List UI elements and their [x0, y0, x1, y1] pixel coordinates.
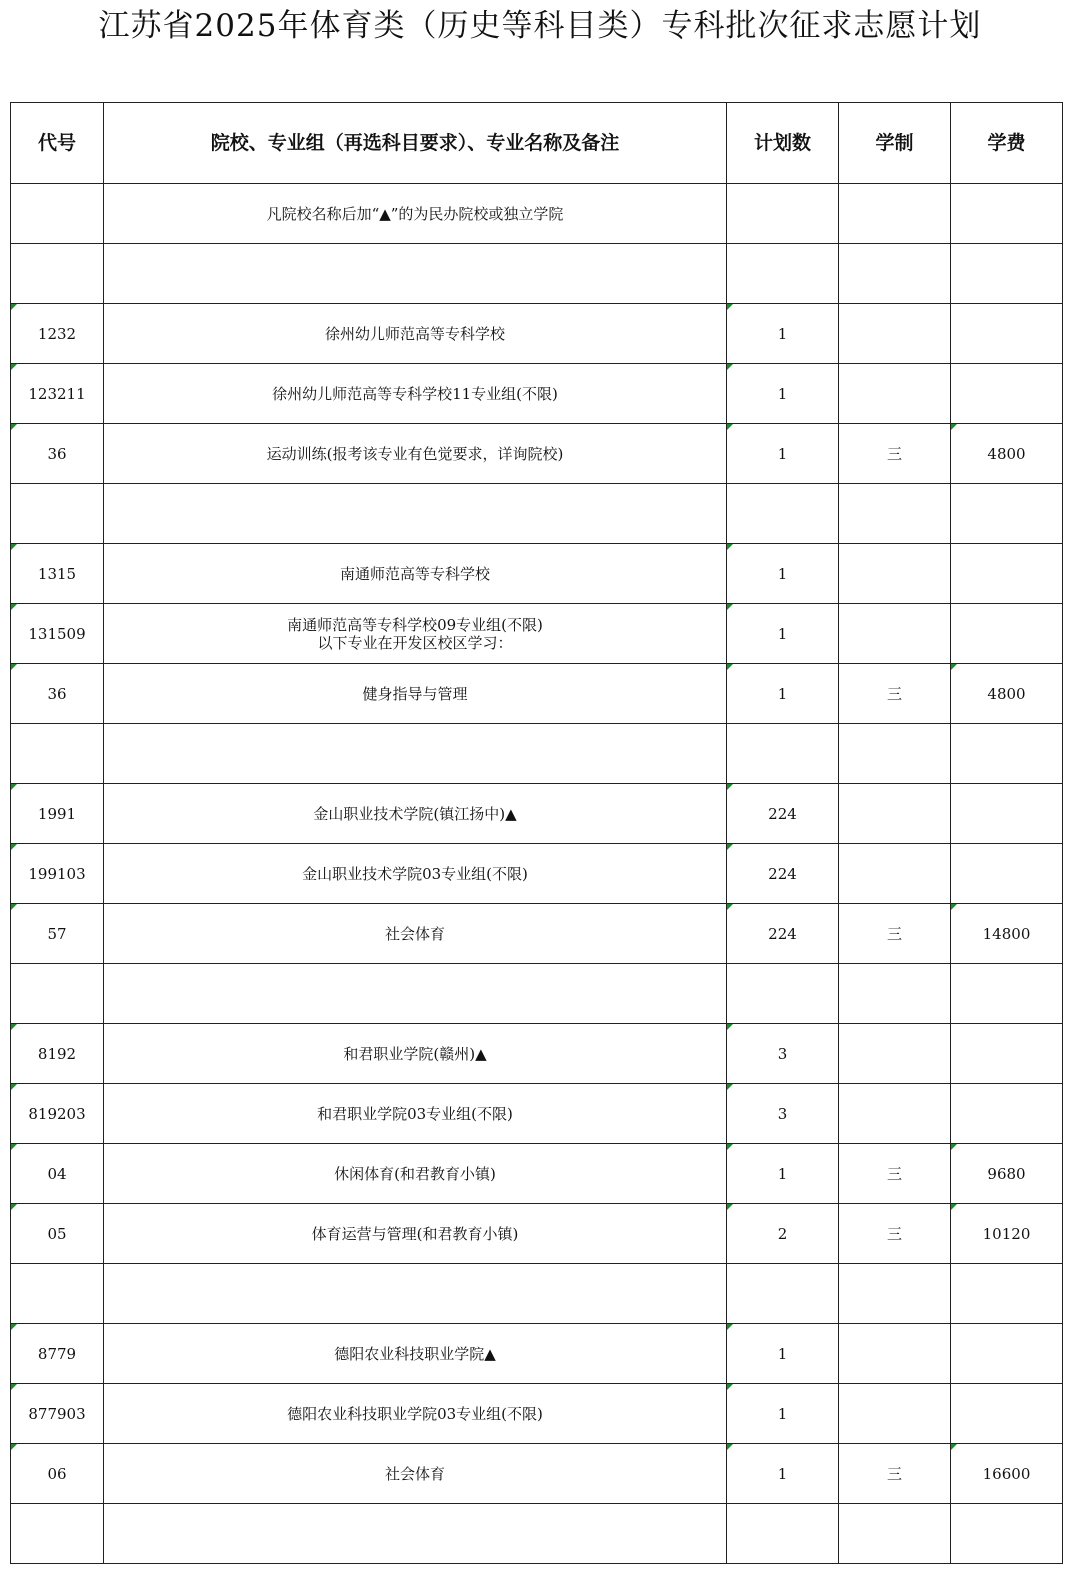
code-cell: 05 — [11, 1204, 104, 1264]
duration-cell — [839, 604, 951, 664]
header-code: 代号 — [11, 103, 104, 184]
duration-cell — [839, 1504, 951, 1564]
plan-cell: 1 — [727, 424, 839, 484]
duration-cell — [839, 844, 951, 904]
code-cell: 123211 — [11, 364, 104, 424]
plan-cell: 1 — [727, 544, 839, 604]
fee-cell — [951, 1324, 1063, 1384]
fee-cell: 16600 — [951, 1444, 1063, 1504]
plan-cell: 3 — [727, 1024, 839, 1084]
duration-cell — [839, 364, 951, 424]
plan-cell: 1 — [727, 664, 839, 724]
duration-cell: 三 — [839, 1444, 951, 1504]
table-row — [11, 1384, 1063, 1444]
table-row — [11, 664, 1063, 724]
private-school-note: 凡院校名称后加“▲”的为民办院校或独立学院 — [104, 184, 727, 244]
duration-cell — [839, 1024, 951, 1084]
plan-cell: 1 — [727, 1324, 839, 1384]
code-cell: 131509 — [11, 604, 104, 664]
name-cell: 徐州幼儿师范高等专科学校11专业组(不限) — [104, 364, 727, 424]
name-cell — [104, 604, 727, 664]
table-row — [11, 1084, 1063, 1144]
name-cell — [104, 724, 727, 784]
plan-cell: 3 — [727, 1084, 839, 1144]
plan-cell: 224 — [727, 904, 839, 964]
name-cell: 和君职业学院(赣州)▲ — [104, 1024, 727, 1084]
table-row — [11, 1444, 1063, 1504]
name-cell: 社会体育 — [104, 904, 727, 964]
code-cell: 36 — [11, 424, 104, 484]
note-fee-cell — [951, 184, 1063, 244]
name-cell: 徐州幼儿师范高等专科学校 — [104, 304, 727, 364]
table-row — [11, 424, 1063, 484]
fee-cell: 10120 — [951, 1204, 1063, 1264]
name-cell: 运动训练(报考该专业有色觉要求，详询院校) — [104, 424, 727, 484]
header-name: 院校、专业组（再选科目要求）、专业名称及备注 — [104, 103, 727, 184]
plan-table — [10, 102, 1063, 1564]
table-row — [11, 784, 1063, 844]
fee-cell — [951, 784, 1063, 844]
table-row — [11, 904, 1063, 964]
table-row — [11, 544, 1063, 604]
code-cell: 8779 — [11, 1324, 104, 1384]
name-cell: 健身指导与管理 — [104, 664, 727, 724]
table-row — [11, 604, 1063, 664]
table-row — [11, 964, 1063, 1024]
duration-cell: 三 — [839, 904, 951, 964]
table-row — [11, 844, 1063, 904]
fee-cell — [951, 304, 1063, 364]
name-cell: 金山职业技术学院(镇江扬中)▲ — [104, 784, 727, 844]
plan-cell: 1 — [727, 1384, 839, 1444]
name-cell — [104, 1504, 727, 1564]
table-row — [11, 1504, 1063, 1564]
plan-cell: 2 — [727, 1204, 839, 1264]
code-cell: 04 — [11, 1144, 104, 1204]
table-row — [11, 1324, 1063, 1384]
name-line: 以下专业在开发区校区学习： — [317, 633, 513, 652]
note-code-cell — [11, 184, 104, 244]
name-cell: 德阳农业科技职业学院03专业组(不限) — [104, 1384, 727, 1444]
plan-cell — [727, 244, 839, 304]
duration-cell: 三 — [839, 424, 951, 484]
duration-cell — [839, 1384, 951, 1444]
code-cell: 1991 — [11, 784, 104, 844]
name-cell — [104, 964, 727, 1024]
name-cell: 金山职业技术学院03专业组(不限) — [104, 844, 727, 904]
note-plan-cell — [727, 184, 839, 244]
fee-cell: 14800 — [951, 904, 1063, 964]
table-row — [11, 1264, 1063, 1324]
header-fee: 学费 — [951, 103, 1063, 184]
page-title: 江苏省2025年体育类（历史等科目类）专科批次征求志愿计划 — [98, 8, 982, 44]
duration-cell: 三 — [839, 1144, 951, 1204]
code-cell: 57 — [11, 904, 104, 964]
name-cell — [104, 1264, 727, 1324]
fee-cell — [951, 1084, 1063, 1144]
code-cell: 06 — [11, 1444, 104, 1504]
code-cell — [11, 964, 104, 1024]
header-plan: 计划数 — [727, 103, 839, 184]
code-cell: 1232 — [11, 304, 104, 364]
name-cell — [104, 484, 727, 544]
table-row — [11, 304, 1063, 364]
fee-cell — [951, 484, 1063, 544]
fee-cell — [951, 724, 1063, 784]
duration-cell — [839, 1084, 951, 1144]
fee-cell: 4800 — [951, 664, 1063, 724]
table-row — [11, 364, 1063, 424]
plan-cell — [727, 1504, 839, 1564]
fee-cell — [951, 1384, 1063, 1444]
name-line: 南通师范高等专科学校09专业组(不限) — [287, 615, 543, 634]
table-row — [11, 1144, 1063, 1204]
plan-cell: 224 — [727, 784, 839, 844]
plan-cell: 1 — [727, 604, 839, 664]
duration-cell — [839, 784, 951, 844]
fee-cell — [951, 544, 1063, 604]
code-cell: 199103 — [11, 844, 104, 904]
code-cell — [11, 1264, 104, 1324]
plan-cell: 1 — [727, 304, 839, 364]
fee-cell — [951, 604, 1063, 664]
fee-cell — [951, 1264, 1063, 1324]
duration-cell — [839, 484, 951, 544]
code-cell: 819203 — [11, 1084, 104, 1144]
table-header-row — [11, 103, 1063, 184]
plan-cell: 1 — [727, 364, 839, 424]
duration-cell — [839, 724, 951, 784]
name-cell: 体育运营与管理(和君教育小镇) — [104, 1204, 727, 1264]
fee-cell — [951, 964, 1063, 1024]
plan-cell — [727, 1264, 839, 1324]
plan-cell: 1 — [727, 1144, 839, 1204]
duration-cell — [839, 1324, 951, 1384]
duration-cell — [839, 1264, 951, 1324]
table-row — [11, 1024, 1063, 1084]
name-cell: 社会体育 — [104, 1444, 727, 1504]
name-cell: 德阳农业科技职业学院▲ — [104, 1324, 727, 1384]
duration-cell — [839, 244, 951, 304]
name-cell: 南通师范高等专科学校 — [104, 544, 727, 604]
code-cell — [11, 1504, 104, 1564]
duration-cell — [839, 304, 951, 364]
plan-cell — [727, 964, 839, 1024]
fee-cell: 4800 — [951, 424, 1063, 484]
fee-cell — [951, 1504, 1063, 1564]
code-cell: 8192 — [11, 1024, 104, 1084]
duration-cell — [839, 544, 951, 604]
name-cell: 和君职业学院03专业组(不限) — [104, 1084, 727, 1144]
fee-cell — [951, 244, 1063, 304]
duration-cell — [839, 964, 951, 1024]
fee-cell — [951, 1024, 1063, 1084]
fee-cell: 9680 — [951, 1144, 1063, 1204]
table-row — [11, 244, 1063, 304]
plan-cell — [727, 484, 839, 544]
fee-cell — [951, 364, 1063, 424]
plan-cell — [727, 724, 839, 784]
note-row — [11, 184, 1063, 244]
name-cell: 休闲体育(和君教育小镇) — [104, 1144, 727, 1204]
plan-cell: 224 — [727, 844, 839, 904]
note-duration-cell — [839, 184, 951, 244]
fee-cell — [951, 844, 1063, 904]
table-row — [11, 484, 1063, 544]
code-cell — [11, 724, 104, 784]
table-row — [11, 1204, 1063, 1264]
code-cell — [11, 244, 104, 304]
header-duration: 学制 — [839, 103, 951, 184]
table-row — [11, 724, 1063, 784]
code-cell: 1315 — [11, 544, 104, 604]
code-cell: 36 — [11, 664, 104, 724]
duration-cell: 三 — [839, 1204, 951, 1264]
duration-cell: 三 — [839, 664, 951, 724]
plan-cell: 1 — [727, 1444, 839, 1504]
code-cell — [11, 484, 104, 544]
code-cell: 877903 — [11, 1384, 104, 1444]
name-cell — [104, 244, 727, 304]
